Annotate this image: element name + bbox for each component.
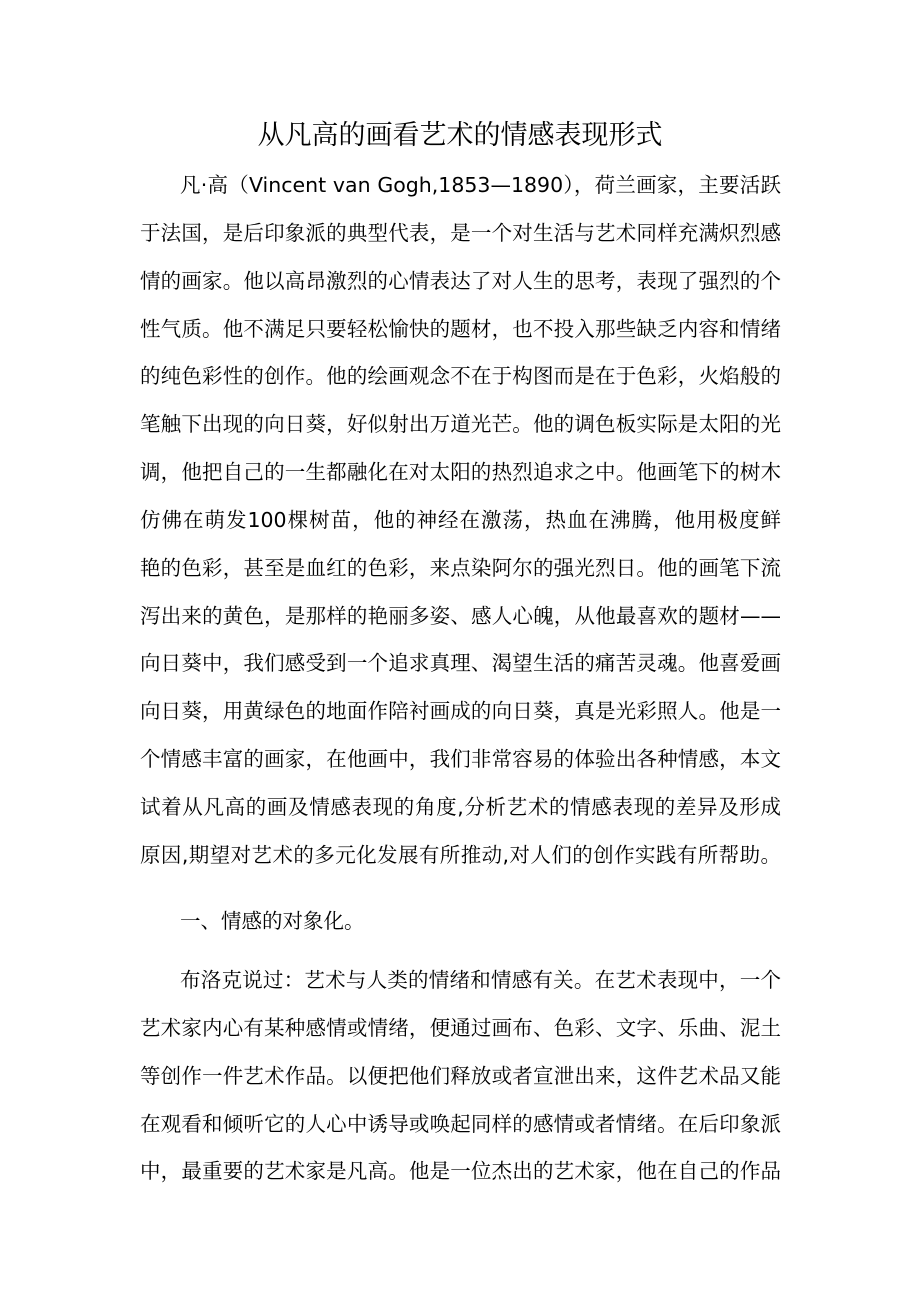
paragraph-line: 于法国，是后印象派的典型代表，是一个对生活与艺术同样充满炽烈感: [140, 221, 781, 245]
paragraph-line: 中，最重要的艺术家是凡高。他是一位杰出的艺术家，他在自己的作品: [140, 1159, 781, 1183]
paragraph-line: 性气质。他不满足只要轻松愉快的题材，也不投入那些缺乏内容和情绪: [140, 317, 781, 341]
paragraph-line: 向日葵中，我们感受到一个追求真理、渴望生活的痛苦灵魂。他喜爱画: [140, 651, 781, 675]
paragraph-line: 仿佛在萌发100棵树苗，他的神经在激荡，热血在沸腾，他用极度鲜: [140, 508, 781, 532]
paragraph-line: 调，他把自己的一生都融化在对太阳的热烈追求之中。他画笔下的树木: [140, 460, 781, 484]
paragraph-line: 笔触下出现的向日葵，好似射出万道光芒。他的调色板实际是太阳的光: [140, 412, 781, 436]
section-heading: 一、情感的对象化。: [180, 909, 365, 933]
paragraph-line: 原因,期望对艺术的多元化发展有所推动,对人们的创作实践有所帮助。: [140, 843, 781, 867]
paragraph-line: 情的画家。他以高昂激烈的心情表达了对人生的思考，表现了强烈的个: [140, 269, 781, 293]
paragraph-line: 试着从凡高的画及情感表现的角度,分析艺术的情感表现的差异及形成: [140, 795, 781, 819]
paragraph-line: 艳的色彩，甚至是血红的色彩，来点染阿尔的强光烈日。他的画笔下流: [140, 556, 781, 580]
paragraph-line: 的纯色彩性的创作。他的绘画观念不在于构图而是在于色彩，火焰般的: [140, 364, 781, 388]
paragraph-line: 个情感丰富的画家，在他画中，我们非常容易的体验出各种情感，本文: [140, 747, 781, 771]
paragraph-line: 艺术家内心有某种感情或情绪，便通过画布、色彩、文字、乐曲、泥土: [140, 1016, 781, 1040]
document-title: 从凡高的画看艺术的情感表现形式: [257, 120, 663, 151]
paragraph-line: 在观看和倾听它的人心中诱导或唤起同样的感情或者情绪。在后印象派: [140, 1112, 781, 1136]
paragraph-line: 向日葵，用黄绿色的地面作陪衬画成的向日葵，真是光彩照人。他是一: [140, 699, 781, 723]
paragraph-line: 泻出来的黄色，是那样的艳丽多姿、感人心魄，从他最喜欢的题材——: [140, 604, 781, 628]
paragraph-line: 布洛克说过：艺术与人类的情绪和情感有关。在艺术表现中，一个: [180, 968, 781, 992]
paragraph-line: 凡·高（Vincent van Gogh,1853—1890），荷兰画家，主要活跃: [180, 173, 781, 197]
paragraph-line: 等创作一件艺术作品。以便把他们释放或者宣泄出来，这件艺术品又能: [140, 1064, 781, 1088]
